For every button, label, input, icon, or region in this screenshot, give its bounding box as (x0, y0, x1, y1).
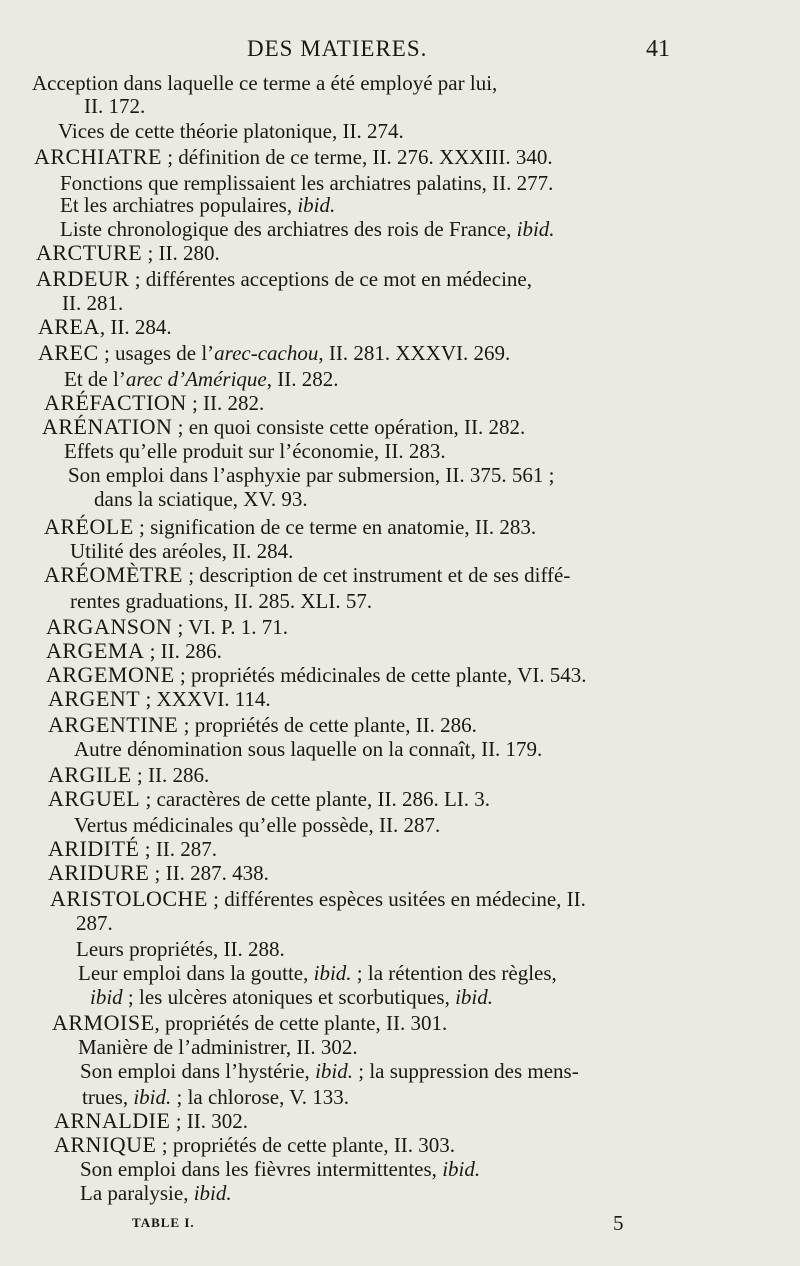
entry-text: Leur emploi dans la goutte, (78, 961, 314, 985)
entry-text: , propriétés de cette plante, II. 301. (154, 1011, 448, 1035)
index-line (34, 145, 553, 169)
italic-reference: ibid. (455, 985, 494, 1009)
entry-text: Son emploi dans l’hystérie, (80, 1059, 316, 1083)
index-line (52, 1011, 447, 1035)
entry-keyword: ARDEUR (36, 266, 130, 291)
index-line (48, 763, 209, 787)
entry-text: ; II. 280. (142, 241, 220, 265)
index-line (44, 515, 536, 539)
entry-text: 287. (76, 911, 113, 935)
entry-text: Acception dans laquelle ce terme a été employé par lui, (32, 71, 498, 95)
entry-text: ; propriétés de cette plante, II. 303. (156, 1133, 456, 1157)
italic-reference: ibid. (516, 217, 555, 241)
index-line (58, 119, 404, 143)
index-line (80, 1181, 232, 1205)
index-line (44, 391, 264, 415)
entry-keyword: ARCHIATRE (34, 144, 162, 169)
index-line (80, 1157, 480, 1181)
entry-keyword: ARGUEL (48, 786, 141, 811)
entry-text: ; propriétés de cette plante, II. 286. (178, 713, 477, 737)
entry-text: dans la sciatique, XV. 93. (94, 487, 308, 511)
entry-keyword: ARÉFACTION (44, 390, 187, 415)
entry-text: Vertus médicinales qu’elle possède, II. 287. (74, 813, 441, 837)
entry-text: ; les ulcères atoniques et scorbutiques, (122, 985, 456, 1009)
entry-text: ; différentes espèces usitées en médecine, II. (207, 887, 586, 911)
index-line (48, 687, 271, 711)
page-header (0, 36, 800, 66)
entry-text: La paralysie, (80, 1181, 194, 1205)
index-line (64, 367, 338, 391)
entry-keyword: ARGEMONE (46, 662, 175, 687)
entry-keyword: ARGENT (48, 686, 141, 711)
index-line (54, 1133, 455, 1157)
entry-keyword: ARISTOLOCHE (50, 886, 208, 911)
entry-keyword: AREC (38, 340, 99, 365)
index-line (60, 217, 555, 241)
index-line (90, 985, 493, 1009)
entry-text: ; XXXVI. 114. (140, 687, 271, 711)
entry-text: ; différentes acceptions de ce mot en médecine, (129, 267, 532, 291)
index-line (46, 663, 587, 687)
index-line (68, 463, 554, 487)
page-number: 41 (646, 36, 670, 62)
entry-text: ; VI. P. 1. 71. (172, 615, 288, 639)
entry-text: ; en quoi consiste cette opération, II. 282. (172, 415, 526, 439)
index-line (54, 1109, 248, 1133)
index-line (48, 861, 269, 885)
index-line (70, 539, 293, 563)
index-line (44, 563, 570, 587)
running-head: DES MATIERES. (247, 36, 428, 61)
index-line (38, 341, 510, 365)
italic-reference: ibid. (133, 1085, 172, 1109)
entry-keyword: ARGILE (48, 762, 132, 787)
entry-text: ; caractères de cette plante, II. 286. LI. 3. (140, 787, 491, 811)
entry-text: Son emploi dans les fièvres intermittentes, (80, 1157, 443, 1181)
entry-text: Liste chronologique des archiatres des rois de France, (60, 217, 517, 241)
index-line (64, 439, 446, 463)
entry-text: Et les archiatres populaires, (60, 193, 298, 217)
index-line (82, 1085, 349, 1109)
index-line (50, 887, 586, 911)
entry-text: Son emploi dans l’asphyxie par submersion, II. 375. 561 ; (68, 463, 555, 487)
italic-reference: arec d’Amérique (125, 367, 267, 391)
index-line (76, 911, 113, 935)
entry-text: II. 172. (84, 94, 146, 118)
index-line (46, 615, 288, 639)
italic-reference: arec-cachou (214, 341, 319, 365)
entry-text: Manière de l’administrer, II. 302. (78, 1035, 358, 1059)
entry-text: ; II. 286. (131, 763, 210, 787)
entry-text: ; signification de ce terme en anatomie, II. 283. (133, 515, 537, 539)
entry-keyword: ARGENTINE (48, 712, 179, 737)
index-line (48, 787, 490, 811)
entry-text: Autre dénomination sous laquelle on la connaît, II. 179. (74, 737, 543, 761)
entry-text: ; II. 302. (170, 1109, 249, 1133)
entry-text: ; II. 282. (186, 391, 265, 415)
italic-reference: ibid. (315, 1059, 353, 1083)
index-line (38, 315, 172, 339)
index-line (70, 589, 372, 613)
entry-text: ; usages de l’ (98, 341, 215, 365)
index-line (46, 639, 222, 663)
entry-keyword: AREA (38, 314, 100, 339)
entry-text: ; description de cet instrument et de ses diffé- (182, 563, 571, 587)
entry-text: ; la chlorose, V. 133. (171, 1085, 349, 1109)
index-line (48, 837, 217, 861)
index-line (36, 267, 532, 291)
entry-text: , II. 282. (266, 367, 339, 391)
index-line (78, 1035, 358, 1059)
entry-text: ; II. 287. 438. (149, 861, 269, 885)
index-line (60, 193, 335, 217)
entry-text: , II. 281. XXXVI. 269. (318, 341, 511, 365)
entry-keyword: ARIDURE (48, 860, 150, 885)
entry-text: ; propriétés médicinales de cette plante, VI. 543. (174, 663, 587, 687)
italic-reference: ibid. (193, 1181, 232, 1205)
entry-keyword: ARÉNATION (42, 414, 173, 439)
entry-keyword: ARCTURE (36, 240, 143, 265)
italic-reference: ibid (90, 985, 123, 1009)
entry-keyword: ARGANSON (46, 614, 173, 639)
index-line (60, 171, 553, 195)
index-line (36, 241, 220, 265)
entry-text: II. 281. (62, 291, 124, 315)
index-line (94, 487, 308, 511)
index-line (74, 737, 542, 761)
index-line (78, 961, 557, 985)
entry-text: rentes graduations, II. 285. XLI. 57. (70, 589, 373, 613)
entry-text: trues, (82, 1085, 134, 1109)
entry-text: Et de l’ (64, 367, 126, 391)
printer-signature: TABLE I. (132, 1215, 195, 1230)
entry-keyword: ARÉOLE (44, 514, 134, 539)
index-line (84, 94, 145, 118)
entry-keyword: ARIDITÉ (48, 836, 140, 861)
entry-text: ; II. 287. (139, 837, 218, 861)
entry-text: ; la rétention des règles, (351, 961, 557, 985)
entry-text: ; définition de ce terme, II. 276. XXXIII. 340. (161, 145, 553, 169)
entry-text: ; II. 286. (144, 639, 222, 663)
entry-text: Vices de cette théorie platonique, II. 274. (58, 119, 404, 143)
entry-keyword: ARMOISE (52, 1010, 155, 1035)
index-line (76, 937, 285, 961)
entry-keyword: ARÉOMÈTRE (44, 562, 183, 587)
italic-reference: ibid. (313, 961, 352, 985)
index-line (48, 713, 477, 737)
index-line (42, 415, 525, 439)
entry-text: Effets qu’elle produit sur l’économie, II. 283. (64, 439, 446, 463)
entry-text: Leurs propriétés, II. 288. (76, 937, 285, 961)
index-line (80, 1059, 579, 1083)
page-footer (0, 1213, 800, 1239)
entry-text: Utilité des aréoles, II. 284. (70, 539, 294, 563)
entry-text: ; la suppression des mens- (352, 1059, 579, 1083)
entry-keyword: ARNIQUE (54, 1132, 157, 1157)
italic-reference: ibid. (297, 193, 336, 217)
entry-text: , II. 284. (99, 315, 172, 339)
entry-keyword: ARNALDIE (54, 1108, 171, 1133)
entry-keyword: ARGEMA (46, 638, 145, 663)
entry-text: Fonctions que remplissaient les archiatres palatins, II. 277. (60, 171, 554, 195)
signature-number: 5 (613, 1211, 624, 1235)
index-line (62, 291, 123, 315)
index-line (74, 813, 440, 837)
italic-reference: ibid. (442, 1157, 481, 1181)
index-line (32, 71, 497, 95)
